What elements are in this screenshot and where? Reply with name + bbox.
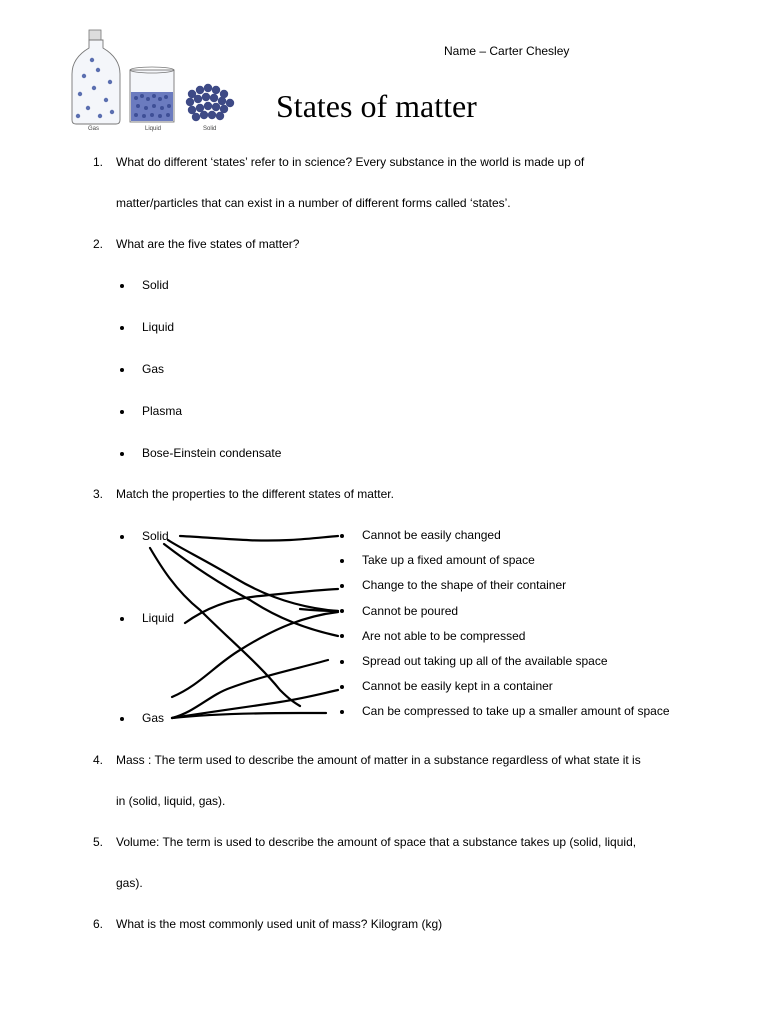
- property-item: Change to the shape of their container: [362, 578, 567, 592]
- property-item: Are not able to be compressed: [362, 629, 526, 643]
- q1-line1: What do different ‘states’ refer to in science? Every substance in the world is made up of: [116, 155, 585, 169]
- student-name: Name – Carter Chesley: [444, 44, 570, 58]
- property-item: Spread out taking up all of the available space: [362, 654, 608, 668]
- list-item-liquid: Liquid: [142, 320, 175, 334]
- q2-number: 2.: [93, 237, 104, 251]
- bullet: [340, 609, 344, 613]
- match-line: [172, 713, 326, 718]
- bullet: [340, 710, 344, 714]
- state-liquid: Liquid: [142, 611, 175, 625]
- list-item-gas: Gas: [142, 362, 165, 376]
- property-item: Cannot be easily kept in a container: [362, 679, 553, 693]
- match-line: [185, 589, 338, 623]
- label-solid: Solid: [203, 126, 217, 132]
- bullet: [120, 452, 124, 456]
- match-line: [180, 536, 338, 541]
- list-item-plasma: Plasma: [142, 404, 183, 418]
- state-gas: Gas: [142, 711, 165, 725]
- bullet: [120, 284, 124, 288]
- match-line: [168, 540, 338, 611]
- q5-line2: gas).: [116, 876, 143, 890]
- list-item-bec: Bose-Einstein condensate: [142, 446, 282, 460]
- bullet: [120, 617, 124, 621]
- q5-number: 5.: [93, 835, 104, 849]
- q3-question: Match the properties to the different states of matter.: [116, 487, 394, 501]
- bullet: [340, 559, 344, 563]
- bullet: [120, 326, 124, 330]
- bullet: [120, 535, 124, 539]
- match-line: [164, 544, 338, 636]
- q2-question: What are the five states of matter?: [116, 237, 300, 251]
- bullet: [340, 685, 344, 689]
- bullet: [340, 584, 344, 588]
- bullet: [120, 410, 124, 414]
- property-item: Cannot be easily changed: [362, 528, 501, 542]
- bullet: [120, 368, 124, 372]
- property-item: Can be compressed to take up a smaller amount of space: [362, 704, 670, 718]
- q1-number: 1.: [93, 155, 104, 169]
- q1-line2: matter/particles that can exist in a number of different forms called ‘states’.: [116, 196, 511, 210]
- states-illustration: [66, 26, 236, 132]
- label-liquid: Liquid: [145, 126, 162, 132]
- q6-number: 6.: [93, 917, 104, 931]
- bullet: [340, 634, 344, 638]
- q4-line1: Mass : The term used to describe the amount of matter in a substance regardless of what state it is: [116, 753, 641, 767]
- match-line: [172, 690, 338, 718]
- q4-number: 4.: [93, 753, 104, 767]
- q3-number: 3.: [93, 487, 104, 501]
- q5-line1: Volume: The term is used to describe the amount of space that a substance takes up (solid, liquid,: [116, 835, 637, 849]
- label-gas: Gas: [88, 126, 100, 132]
- match-line: [172, 660, 328, 718]
- q6-question: What is the most commonly used unit of mass? Kilogram (kg): [116, 917, 443, 931]
- match-line: [172, 612, 338, 697]
- q4-line2: in (solid, liquid, gas).: [116, 794, 226, 808]
- list-item-solid: Solid: [142, 278, 169, 292]
- match-line: [300, 609, 338, 611]
- solid-cluster-icon: [186, 84, 234, 121]
- property-item: Take up a fixed amount of space: [362, 553, 535, 567]
- match-line: [150, 548, 300, 706]
- gas-bottle-icon: [72, 30, 120, 124]
- liquid-beaker-icon: [130, 67, 174, 122]
- bullet: [120, 717, 124, 721]
- property-item: Cannot be poured: [362, 604, 459, 618]
- bullet: [340, 534, 344, 538]
- state-solid: Solid: [142, 529, 169, 543]
- bullet: [340, 660, 344, 664]
- page-title: States of matter: [276, 88, 477, 124]
